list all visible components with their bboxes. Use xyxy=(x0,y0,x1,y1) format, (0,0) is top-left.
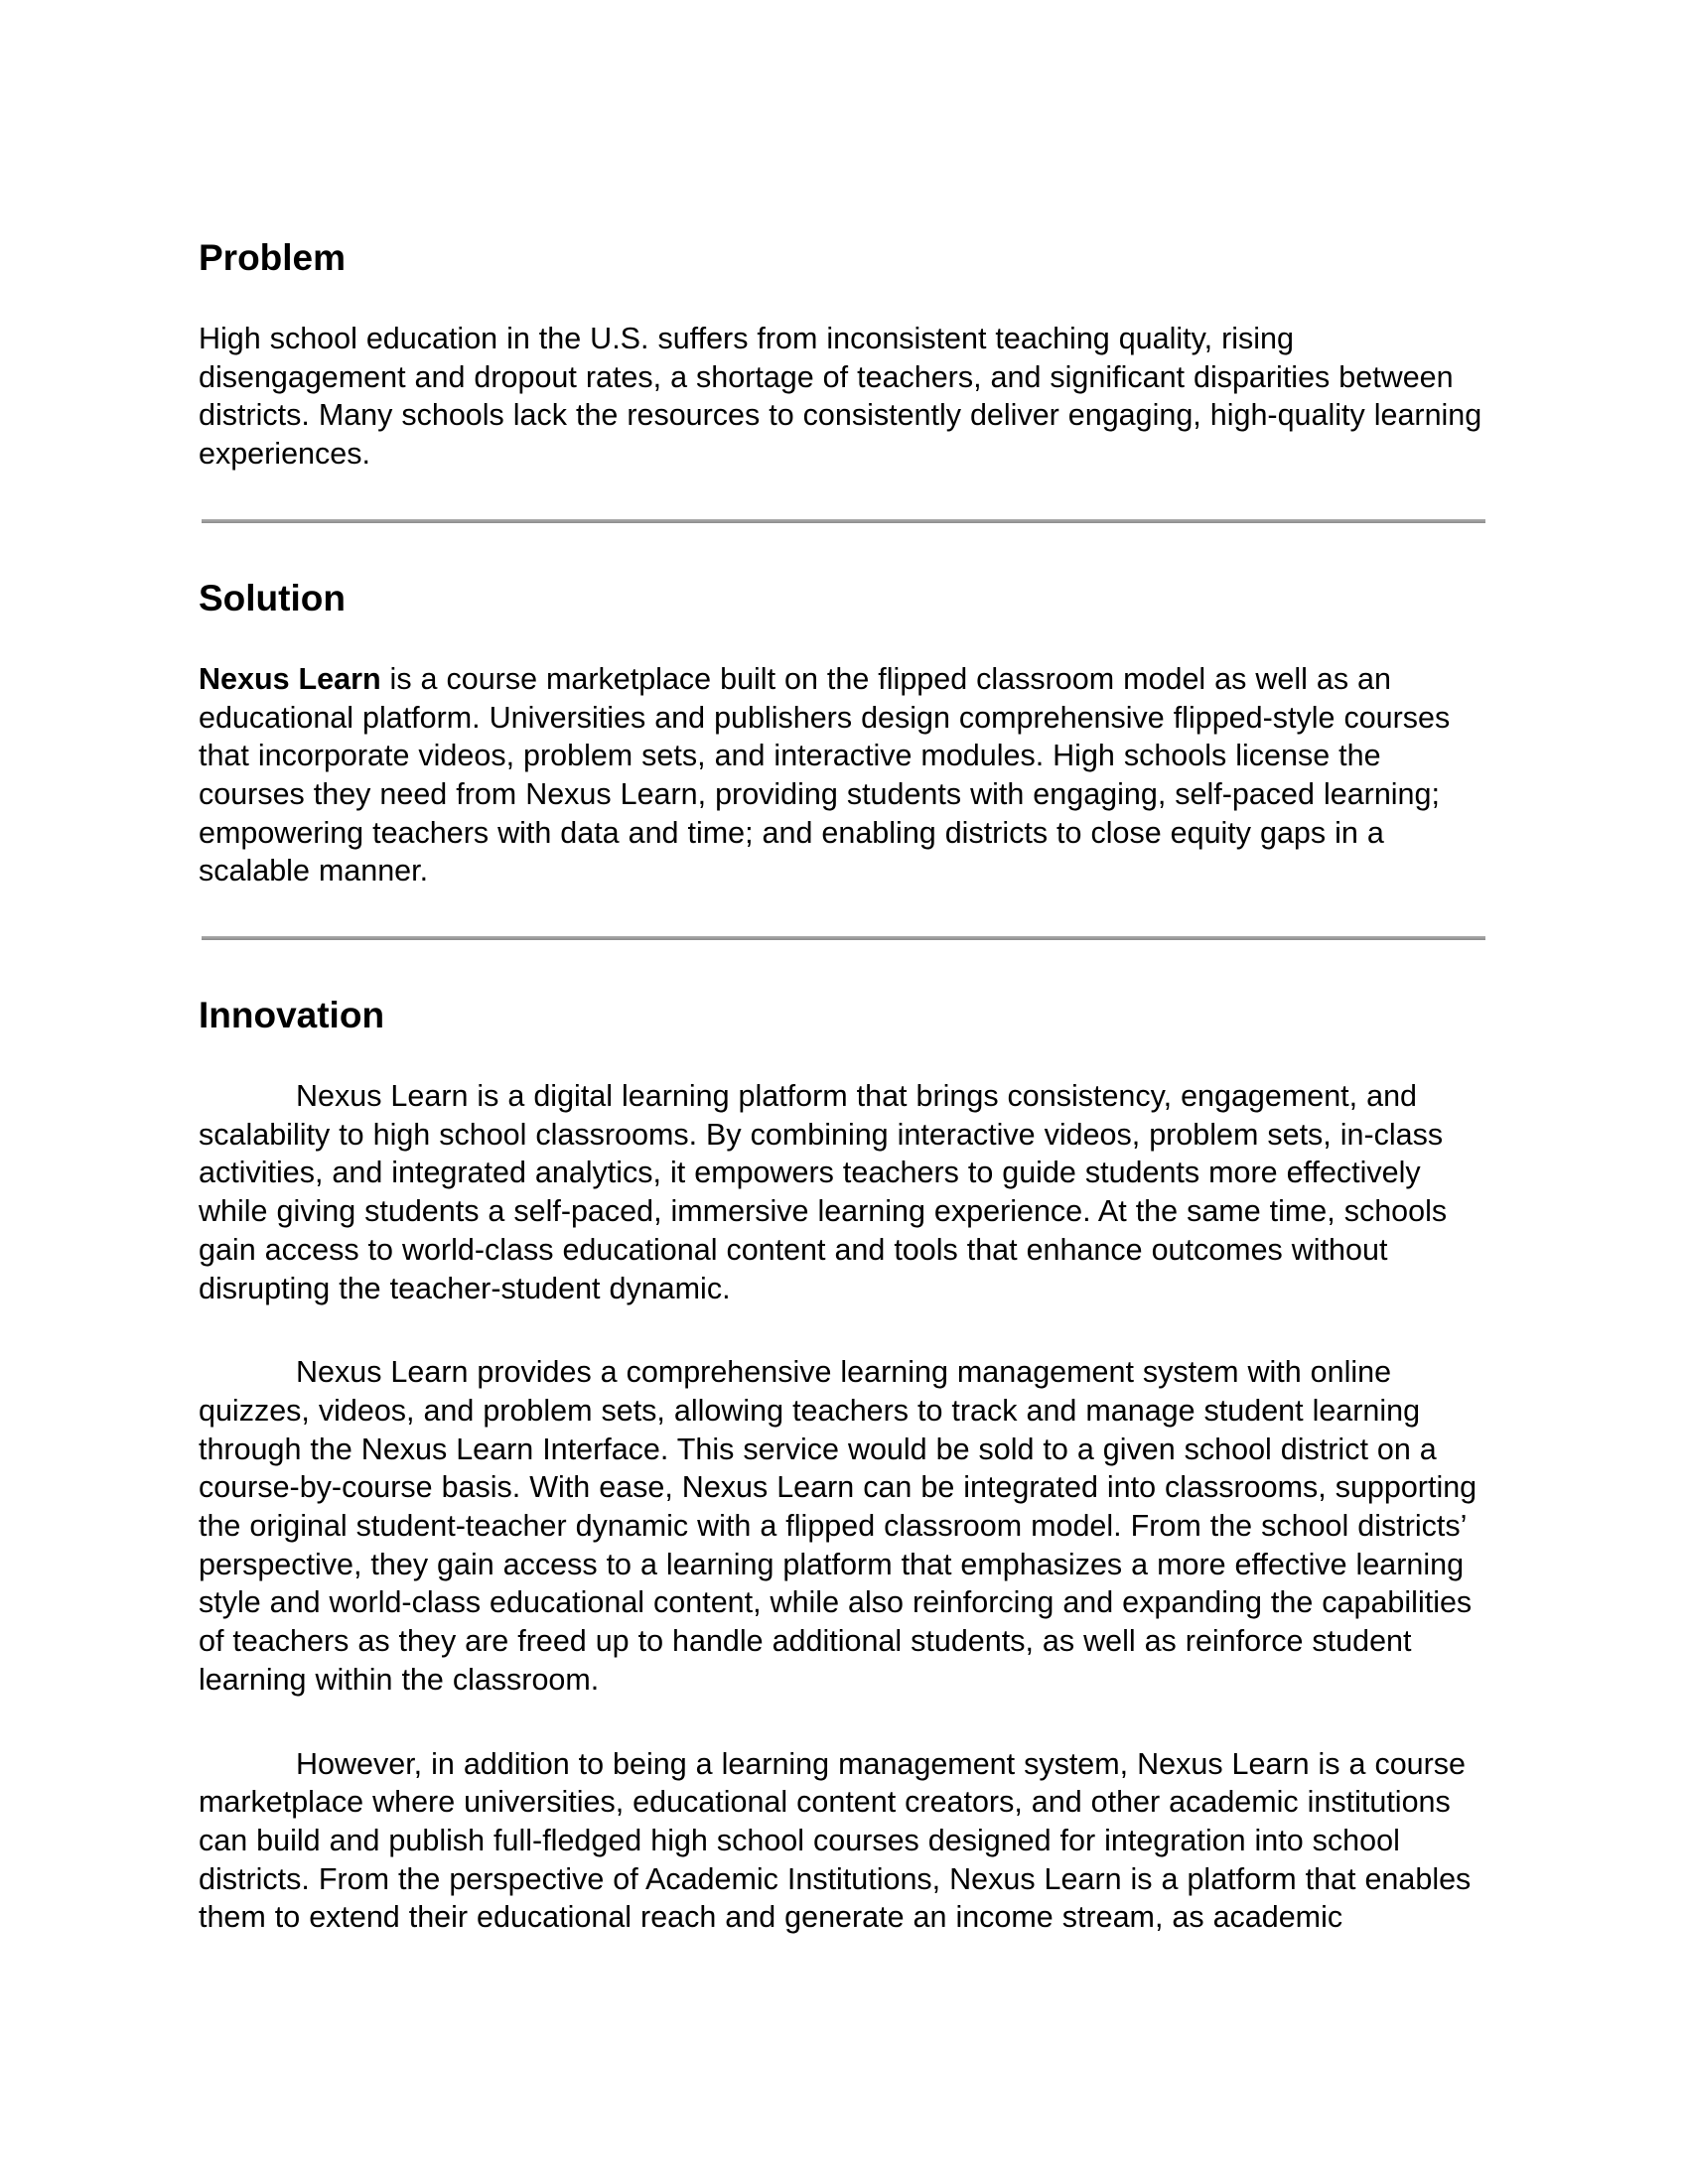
solution-paragraph xyxy=(199,660,1489,890)
section-innovation xyxy=(199,994,1489,1937)
section-solution xyxy=(199,577,1489,890)
innovation-paragraph-1: Nexus Learn is a digital learning platform that brings consistency, engagement, and scalability to high school classrooms. By combining interactive videos, problem sets, in-class activities, and integrated analytics, it empowers teachers to guide students more effectively while giving students a self-paced, immersive learning experience. At the same time, schools gain access to world-class educational content and tools that enhance outcomes without disrupting the teacher-student dynamic. xyxy=(199,1079,1448,1305)
solution-lead-bold: Nexus Learn xyxy=(199,661,381,696)
problem-paragraph: High school education in the U.S. suffers from inconsistent teaching quality, rising disengagement and dropout rates, a shortage of teachers, and significant disparities between districts. Many schools lack the resources to consistently deliver engaging, high-quality learning experiences. xyxy=(199,322,1482,472)
heading-problem: Problem xyxy=(199,237,347,278)
horizontal-divider xyxy=(202,519,1485,523)
section-problem xyxy=(199,236,1489,474)
innovation-paragraph-2: Nexus Learn provides a comprehensive learning management system with online quizzes, videos, and problem sets, allowing teachers to track and manage student learning through the Nexus Learn Interface. This service would be sold to a given school district on a course-by-course basis. With ease, Nexus Learn can be integrated into classrooms, supporting the original student-teacher dynamic with a flipped classroom model. From the school districts’ perspective, they gain access to a learning platform that emphasizes a more effective learning style and world-class educational content, while also reinforcing and expanding the capabilities of teachers as they are freed up to handle additional students, as well as reinforce student learning within the classroom. xyxy=(199,1355,1477,1697)
horizontal-divider xyxy=(202,936,1485,940)
heading-solution: Solution xyxy=(199,577,346,618)
innovation-paragraph-3: However, in addition to being a learning management system, Nexus Learn is a course marketplace where universities, educational content creators, and other academic institutions can build and publish full-fledged high school courses designed for integration into school districts. From the perspective of Academic Institutions, Nexus Learn is a platform that enables them to extend their educational reach and generate an income stream, as academic xyxy=(199,1746,1472,1935)
heading-innovation: Innovation xyxy=(199,995,385,1036)
solution-paragraph-text: is a course marketplace built on the flipped classroom model as well as an educational platform. Universities and publishers design comprehensive flipped-style courses that incorporate videos, problem sets, and interactive modules. High schools license the courses they need from Nexus Learn, providing students with engaging, self-paced learning; empowering teachers with data and time; and enabling districts to close equity gaps in a scalable manner. xyxy=(199,661,1451,888)
